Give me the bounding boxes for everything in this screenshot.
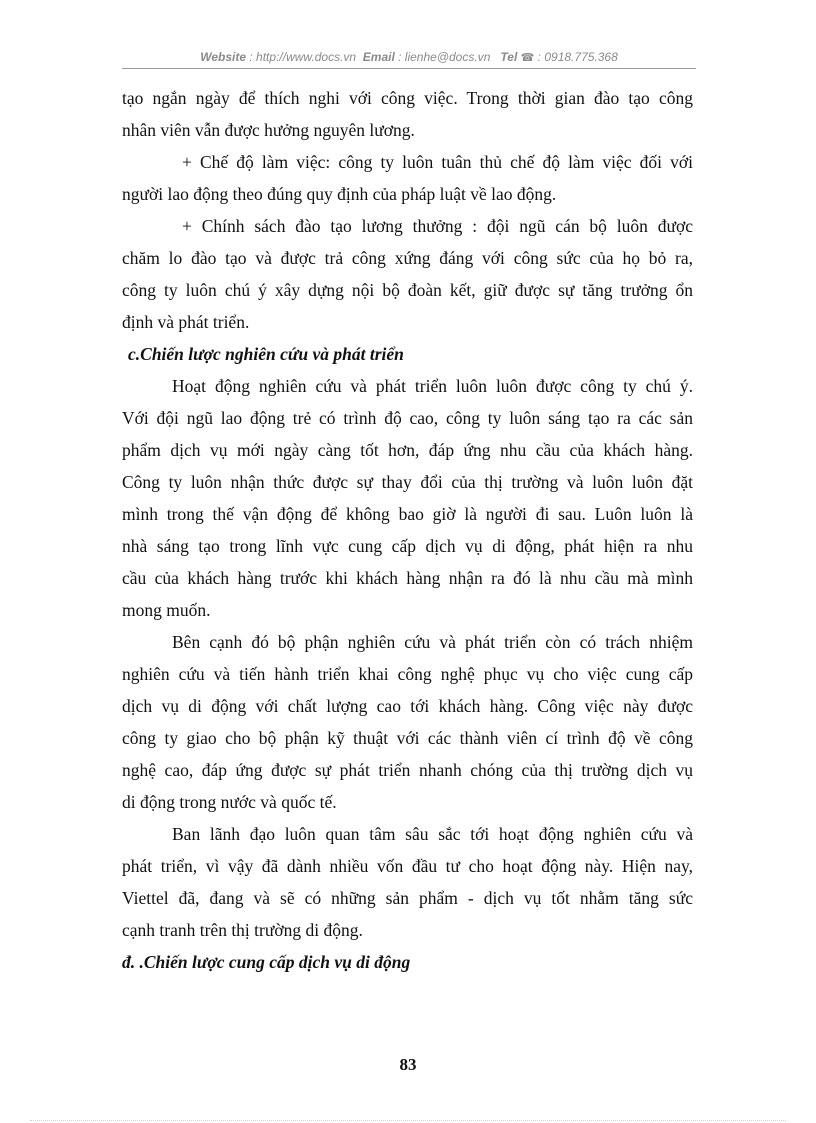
text-line: Hoạt động nghiên cứu và phát triển luôn luôn được công ty chú ý.	[172, 376, 693, 396]
text-line: mình trong thế vận động để không bao giờ là người đi sau. Luôn luôn là	[122, 504, 693, 524]
text-line: nghệ cao, đáp ứng được sự phát triển nhanh chóng của thị trường dịch vụ	[122, 760, 693, 780]
text-line: di động trong nước và quốc tế.	[122, 792, 337, 812]
text-line: nhà sáng tạo trong lĩnh vực cung cấp dịch vụ di động, phát hiện ra nhu	[122, 536, 693, 556]
document-body	[122, 82, 693, 978]
text-line: + Chế độ làm việc: công ty luôn tuân thủ chế độ làm việc đối với	[182, 152, 693, 172]
email-address[interactable]: lienhe@docs.vn	[404, 50, 491, 64]
text-line: chăm lo đào tạo và được trả công xứng đáng với công sức của họ bỏ ra,	[122, 248, 693, 268]
website-label: Website	[200, 50, 247, 64]
tel-label: Tel	[500, 50, 518, 64]
text-line: tạo ngắn ngày để thích nghi với công việc. Trong thời gian đào tạo công	[122, 88, 693, 108]
section-heading: đ. .Chiến lược cung cấp dịch vụ di động	[122, 952, 411, 972]
text-line: Viettel đã, đang và sẽ có những sản phẩm - dịch vụ tốt nhằm tăng sức	[122, 888, 693, 908]
text-line: nghiên cứu và tiến hành triển khai công nghệ phục vụ cho việc cung cấp	[122, 664, 693, 684]
text-line: dịch vụ di động với chất lượng cao tới khách hàng. Công việc này được	[122, 696, 693, 716]
text-line: cầu của khách hàng trước khi khách hàng nhận ra đó là nhu cầu mà mình	[122, 568, 693, 588]
bottom-divider	[30, 1120, 786, 1121]
text-line: mong muốn.	[122, 600, 211, 620]
text-line: công ty giao cho bộ phận kỹ thuật với các thành viên cí trình độ về công	[122, 728, 693, 748]
text-line: công ty luôn chú ý xây dựng nội bộ đoàn kết, giữ được sự tăng trưởng ổn	[122, 280, 693, 300]
text-line: Với đội ngũ lao động trẻ có trình độ cao, công ty luôn sáng tạo ra các sản	[122, 408, 693, 428]
text-line: Bên cạnh đó bộ phận nghiên cứu và phát triển còn có trách nhiệm	[172, 632, 693, 652]
text-line: nhân viên vẫn được hưởng nguyên lương.	[122, 120, 415, 140]
text-line: định và phát triển.	[122, 312, 250, 332]
tel-number: 0918.775.368	[544, 50, 618, 64]
text-line: phẩm dịch vụ mới ngày càng tốt hơn, đáp ứng nhu cầu của khách hàng.	[122, 440, 693, 460]
text-line: Ban lãnh đạo luôn quan tâm sâu sắc tới hoạt động nghiên cứu và	[172, 824, 693, 844]
page-header: Website : http://www.docs.vn Email : lienhe@docs.vn Tel ☎ : 0918.775.368	[122, 46, 696, 69]
text-line: Công ty luôn nhận thức được sự thay đổi của thị trường và luôn luôn đặt	[122, 472, 693, 492]
text-line: cạnh tranh trên thị trường di động.	[122, 920, 363, 940]
section-heading: c.Chiến lược nghiên cứu và phát triển	[128, 344, 404, 364]
email-label: Email	[362, 50, 395, 64]
text-line: phát triển, vì vậy đã dành nhiều vốn đầu tư cho hoạt động này. Hiện nay,	[122, 856, 693, 876]
website-url[interactable]: http://www.docs.vn	[256, 50, 357, 64]
text-line: + Chính sách đào tạo lương thưởng : đội ngũ cán bộ luôn được	[182, 216, 693, 236]
text-line: người lao động theo đúng quy định của pháp luật về lao động.	[122, 184, 557, 204]
phone-icon: ☎	[520, 52, 535, 64]
page-number: 83	[399, 1055, 417, 1074]
